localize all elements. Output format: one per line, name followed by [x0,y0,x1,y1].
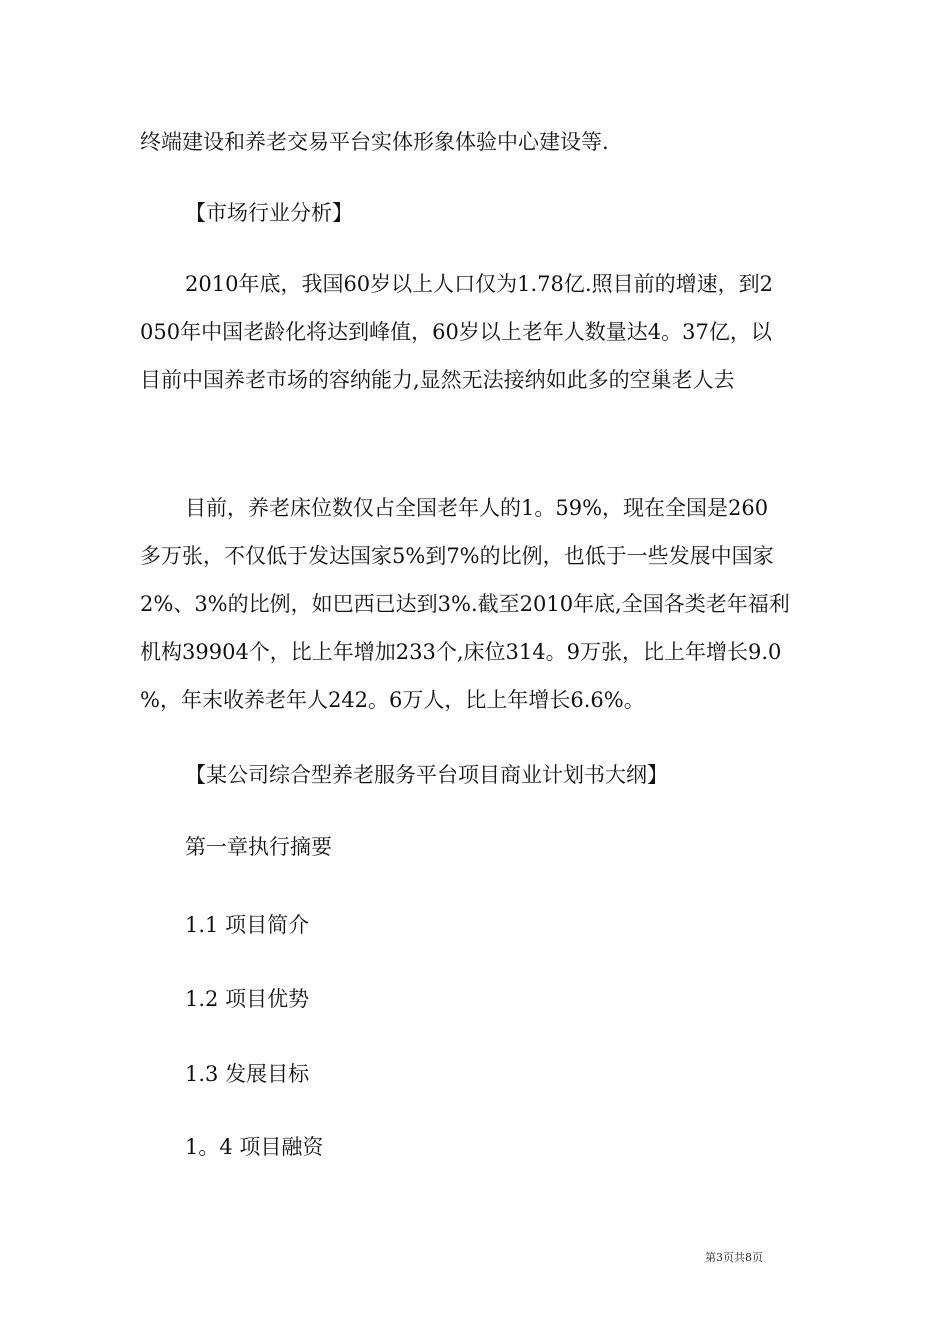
body-line-5: 目前中国养老市场的容纳能力,显然无法接纳如此多的空巢老人去 [140,368,735,392]
body-line-8: 2%、3%的比例，如巴西已达到3%.截至2010年底,全国各类老年福利 [140,592,790,616]
body-line-10: %，年末收养老年人242。6万人，比上年增长6.6%。 [140,688,645,712]
outline-item-1-2: 1.2 项目优势 [185,987,310,1011]
page-footer: 第3页共8页 [705,1251,763,1264]
body-line-9: 机构39904个，比上年增加233个,床位314。9万张，比上年增长9.0 [140,640,782,664]
body-line-6: 目前，养老床位数仅占全国老年人的1。59%，现在全国是260 [185,496,769,520]
body-line-1: 终端建设和养老交易平台实体形象体验中心建设等. [140,130,609,154]
section-heading-market-analysis: 【市场行业分析】 [185,201,353,225]
outline-item-1-4: 1。4 项目融资 [185,1135,324,1159]
section-heading-business-plan-outline: 【某公司综合型养老服务平台项目商业计划书大纲】 [185,763,668,787]
body-line-4: 050年中国老龄化将达到峰值，60岁以上老年人数量达4。37亿，以 [140,320,772,344]
body-line-3: 2010年底，我国60岁以上人口仅为1.78亿.照目前的增速，到2 [185,272,773,296]
body-line-7: 多万张，不仅低于发达国家5%到7%的比例，也低于一些发展中国家 [140,544,774,568]
outline-item-1-3: 1.3 发展目标 [185,1062,310,1086]
chapter-heading-executive-summary: 第一章执行摘要 [185,835,332,859]
outline-item-1-1: 1.1 项目简介 [185,913,310,937]
